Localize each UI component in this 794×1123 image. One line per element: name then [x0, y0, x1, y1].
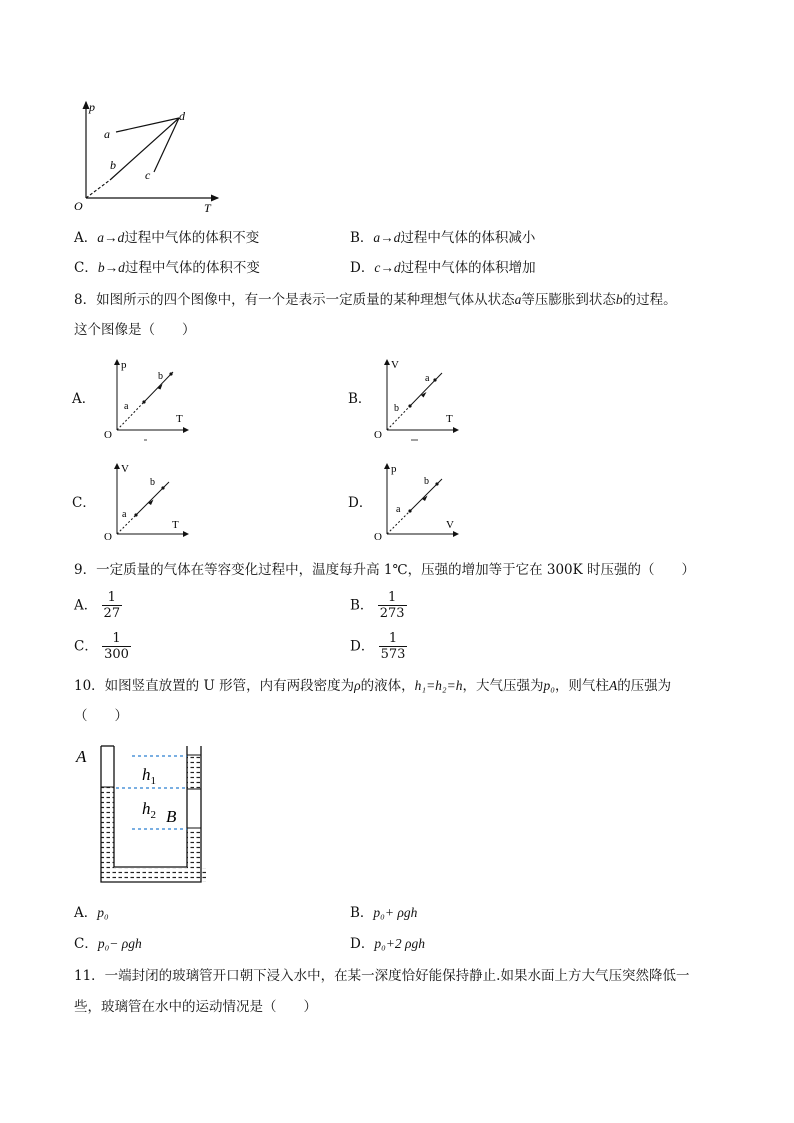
label-T: T: [204, 201, 211, 215]
option-label: C．: [74, 638, 98, 655]
option-expression: p₀+ ρgh: [373, 905, 418, 920]
option-label: D．: [350, 638, 375, 655]
denominator: 573: [380, 647, 406, 662]
q7-option-c[interactable]: [74, 259, 260, 277]
fraction: [379, 631, 408, 662]
q10-u-tube-figure: [70, 740, 220, 890]
point-b-label: b: [158, 371, 163, 382]
q10-stem-part: 的液体，: [360, 678, 415, 694]
dashed-extension: [117, 515, 136, 534]
fraction: [102, 590, 123, 621]
q7-option-a[interactable]: [74, 229, 259, 247]
point-a: [408, 509, 411, 512]
fraction: [102, 631, 131, 662]
origin-label: O: [374, 531, 382, 540]
option-segment: b→d: [97, 260, 125, 275]
point-b: [169, 372, 172, 375]
option-segment: a→d: [373, 230, 401, 245]
dashed-extension: [117, 402, 144, 430]
option-label: C．: [74, 936, 98, 952]
q8-option-b-label[interactable]: B．: [348, 391, 372, 407]
p0-symbol: p₀: [543, 678, 555, 693]
option-label: A．: [74, 905, 98, 921]
denominator: 273: [379, 606, 405, 621]
point-b-label: b: [424, 476, 429, 487]
origin-label: O: [374, 429, 382, 441]
q8-graph-c[interactable]: [100, 460, 192, 540]
segment-c-d: [154, 118, 179, 172]
axis-y-label: p: [121, 359, 127, 371]
segment-b-d-dashed: [86, 180, 110, 198]
option-label: D．: [350, 936, 375, 952]
option-label: A．: [74, 230, 98, 246]
axis-y-label: V: [391, 359, 399, 371]
q9-option-d[interactable]: [350, 631, 407, 662]
option-label: B．: [350, 230, 374, 246]
numerator: 1: [112, 631, 121, 646]
option-expression: p₀− ρgh: [97, 936, 142, 951]
point-a: [142, 400, 145, 403]
label-d: d: [179, 109, 185, 123]
q9-stem: 9．一定质量的气体在等容变化过程中，温度每升高 1℃，压强的增加等于它在 300K 时压强的（ ）: [74, 562, 696, 578]
axis-x-label: T: [172, 519, 179, 531]
option-text: 过程中气体的体积不变: [124, 230, 260, 246]
option-expression: p₀+2 ρgh: [374, 936, 425, 951]
label-c: c: [145, 168, 151, 182]
axis-x-label: V: [446, 519, 454, 531]
direction-arrow: [157, 384, 163, 390]
q10-stem-part: ，大气压强为: [462, 678, 544, 694]
liquid-right-arm-upper: [187, 755, 201, 789]
numerator: 1: [387, 590, 397, 605]
segment-a-d: [116, 118, 179, 132]
label-O: O: [74, 199, 83, 213]
h1-letter: h: [142, 765, 151, 784]
label-A: A: [76, 747, 87, 766]
point-b-label: b: [150, 477, 155, 488]
option-label: C．: [74, 260, 98, 276]
origin-label: O: [104, 429, 112, 441]
q8-stem-part: 的过程。: [622, 292, 677, 308]
option-segment: c→d: [374, 260, 401, 275]
q11-stem-line2: 些，玻璃管在水中的运动情况是（ ）: [74, 999, 317, 1015]
axis-y-label: V: [121, 463, 129, 475]
option-label: B．: [350, 905, 374, 921]
liquid-left-arm: [101, 787, 114, 876]
h1-subscript: 1: [150, 775, 156, 787]
q8-option-a-label[interactable]: A．: [72, 391, 96, 407]
point-b: [408, 404, 411, 407]
point-a: [134, 513, 137, 516]
option-text: 过程中气体的体积减小: [400, 230, 536, 246]
label-h2: [142, 799, 156, 821]
q10-stem-part: 10．如图竖直放置的 U 形管，内有两段密度为: [74, 678, 355, 694]
q7-option-d[interactable]: [350, 259, 536, 277]
q10-option-c[interactable]: [74, 935, 142, 953]
q11-stem-line1: 11．一端封闭的玻璃管开口朝下浸入水中，在某一深度恰好能保持静止.如果水面上方大气压突然降低一: [74, 968, 690, 984]
h2-subscript: 2: [150, 809, 156, 821]
label-b: b: [110, 158, 116, 172]
q10-stem-part: 的压强为: [617, 678, 672, 694]
point-a-label: a: [122, 509, 127, 520]
point-a-label: a: [425, 373, 430, 384]
q8-graph-b[interactable]: [370, 356, 462, 442]
q8-stem-part: 8．如图所示的四个图像中，有一个是表示一定质量的某种理想气体从状态: [74, 292, 515, 308]
gas-column-var: A: [608, 678, 618, 693]
point-a: [433, 378, 436, 381]
rho-symbol: ρ: [354, 678, 361, 693]
option-label: A．: [74, 597, 98, 614]
option-text: 过程中气体的体积不变: [124, 260, 260, 276]
option-text: 过程中气体的体积增加: [400, 260, 536, 276]
q8-var-a: a: [514, 292, 522, 307]
numerator: 1: [388, 631, 398, 646]
option-expression: p₀: [97, 905, 109, 920]
axis-x-label: T: [446, 413, 453, 425]
q10-option-d[interactable]: [350, 935, 425, 953]
q7-option-b[interactable]: [350, 229, 535, 247]
h2-letter: h: [142, 799, 151, 818]
label-a: a: [104, 127, 110, 141]
q8-stem-line2: 这个图像是（ ）: [74, 322, 196, 338]
q10-option-a[interactable]: [74, 904, 109, 922]
q9-option-c[interactable]: [74, 631, 131, 662]
point-b: [161, 486, 164, 489]
axis-x-label: T: [176, 413, 183, 425]
q10-option-b[interactable]: [350, 904, 417, 922]
q8-stem-part: 等压膨胀到状态: [521, 292, 616, 308]
label-h1: [142, 765, 156, 787]
denominator: 300: [104, 647, 129, 662]
denominator: 27: [103, 606, 121, 621]
option-segment: a→d: [97, 230, 125, 245]
origin-label: O: [104, 531, 112, 540]
option-label: D．: [350, 260, 375, 276]
point-b-label: b: [394, 403, 399, 414]
q8-graph-a[interactable]: [100, 356, 192, 442]
liquid-right-arm-lower: [187, 828, 201, 876]
q8-stem-line1: [74, 291, 677, 309]
q9-option-a[interactable]: [74, 590, 122, 621]
numerator: 1: [107, 590, 116, 605]
point-b: [435, 482, 438, 485]
axis-y-label: p: [391, 463, 397, 475]
height-condition: h₁=h₂=h: [414, 678, 463, 693]
q10-stem-part: ，则气柱: [554, 678, 609, 694]
q8-option-d-label[interactable]: D．: [348, 495, 373, 511]
direction-arrow: [421, 392, 427, 398]
q10-stem-line1: [74, 677, 671, 695]
point-a-label: a: [396, 504, 401, 515]
q8-option-c-label[interactable]: C．: [72, 495, 96, 511]
q10-stem-line2: （ ）: [74, 708, 128, 724]
label-p: p: [89, 100, 95, 114]
option-label: B．: [350, 597, 374, 614]
point-a-label: a: [124, 401, 129, 412]
q7-pT-figure: [66, 98, 226, 216]
q9-option-b[interactable]: [350, 590, 407, 621]
q8-graph-d[interactable]: [370, 460, 462, 540]
label-B: B: [166, 807, 177, 826]
fraction: [378, 590, 407, 621]
q8-var-b: b: [615, 292, 623, 307]
